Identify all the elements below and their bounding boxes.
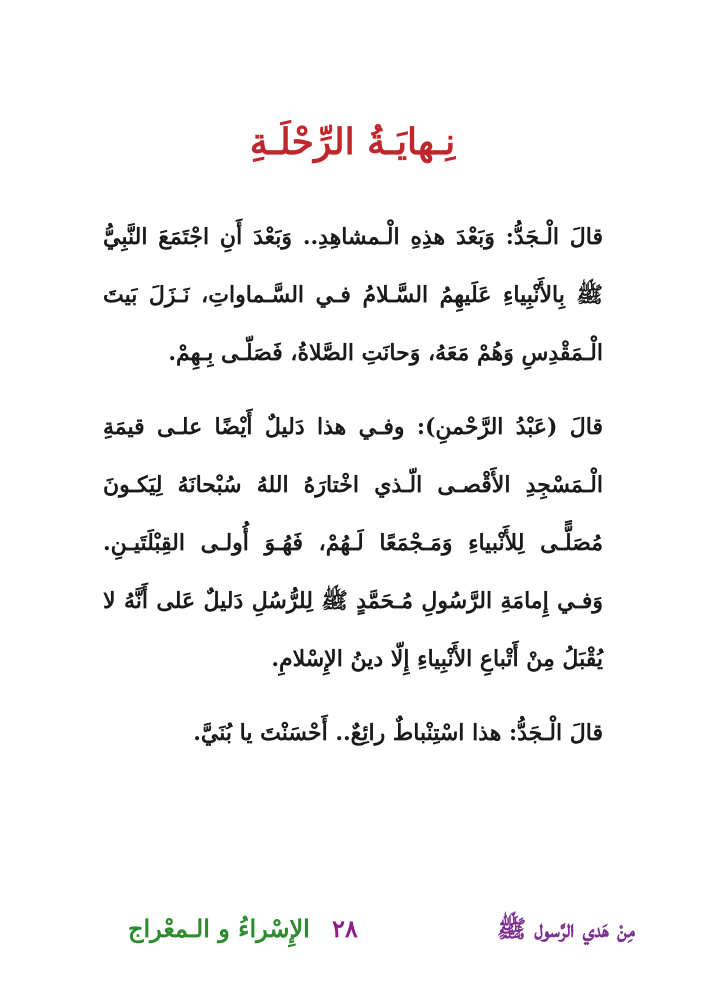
chapter-title: نِـهايَـةُ الرِّحْلَـةِ [249,121,456,163]
page-footer [0,908,705,958]
series-title: مِنْ هَدي الرَّسول ﷺ [497,914,635,943]
story-body [103,208,603,762]
page-number: ٢٨ [332,914,358,943]
paragraph-abdulrahman-reflection: قالَ (عَبْدُ الرَّحْمنِ): وفـي هذا دَليلٌ أَيْضًا علـى قيمَةِ الْـمَسْجِدِ الأَقْصـى الّـذي اخْتارَهُ اللهُ سُبْحانَهُ لِيَكـونَ مُصَلًّـى لِلأَنْبياءِ وَمَـجْمَعًا لَـهُمْ، فَهُـوَ أُولـى القِبْلَتَيـنِ. وَفـي إِمامَةِ الرَّسُولِ مُـحَمَّدٍ ﷺ لِلرُّسُلِ دَليلٌ عَلى أَنَّهُ لا يُقْبَلُ مِنْ أَتْباعِ الأَنْبِياءِ إِلّا دينُ الإِسْلامِ. [103,414,603,672]
book-title: الإِسْراءُ و الـمعْراج [128,914,310,943]
paragraph-grandfather-praise: قالَ الْـجَدُّ: هذا اسْتِنْباطٌ رائِعٌ.. أَحْسَنْتَ يا بُنَيَّ. [193,720,603,746]
paragraph-grandfather-intro: قالَ الْـجَدُّ: وَبَعْدَ هذِهِ الْـمشاهِدِ.. وَبَعْدَ أَنِ اجْتَمَعَ النَّبِيُّ ﷺ بِالأَنْبِياءِ عَلَيهِمُ السَّـلامُ فـي السَّـماواتِ، نَـزَلَ بَيتَ الْـمَقْدِسِ وَهُمْ مَعَهُ، وَحانَتِ الصَّلاةُ، فَصَلّـى بِـهِمْ. [103,224,603,366]
